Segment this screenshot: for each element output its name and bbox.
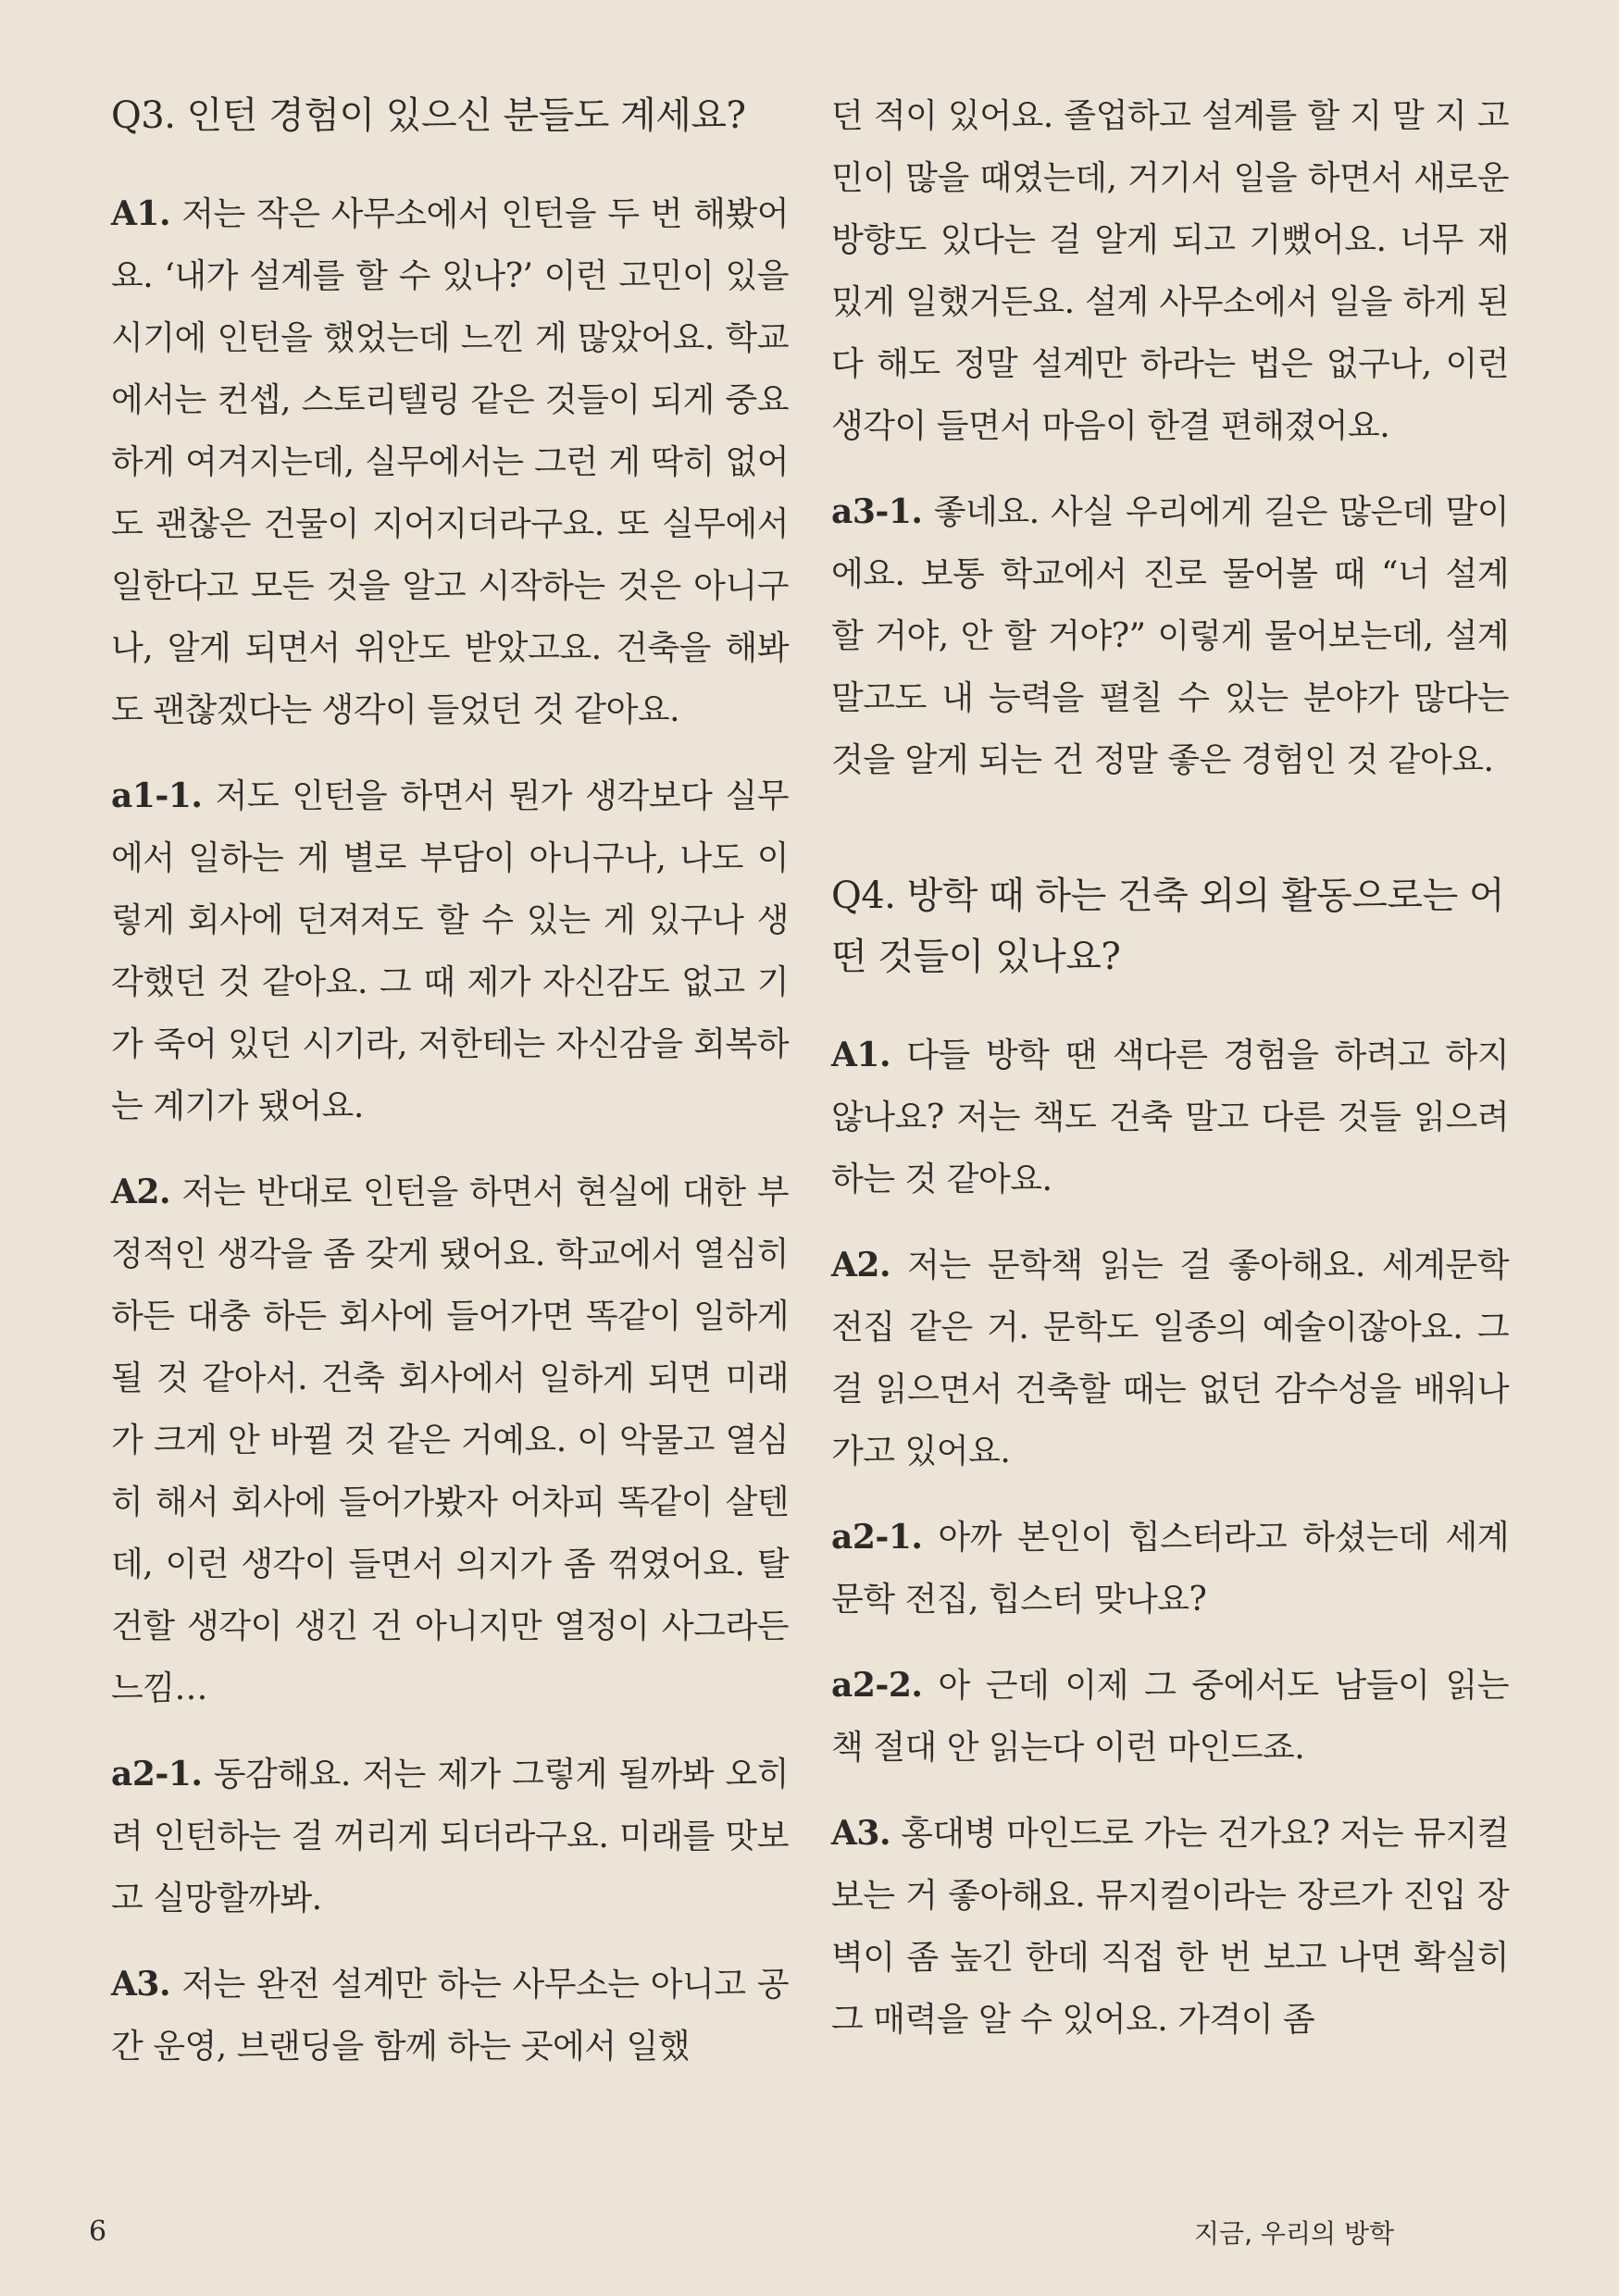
q4-answer-a2: [831, 1235, 1509, 1483]
q4-answer-a2-2: [831, 1655, 1509, 1779]
page-number: 6: [89, 2215, 107, 2248]
right-column: [831, 85, 1509, 2075]
answer-text: 동감해요. 저는 제가 그렇게 될까봐 오히려 인턴하는 걸 꺼리게 되더라구요. 미래를 맛보고 실망할까봐.: [111, 1756, 789, 1917]
answer-text: 홍대병 마인드로 가는 건가요? 저는 뮤지컬 보는 거 좋아해요. 뮤지컬이라는 장르가 진입 장벽이 좀 높긴 한데 직접 한 번 보고 나면 확실히 그 매력을 알 수 있어요. 가격이 좀: [831, 1815, 1509, 2039]
q3-answer-a2-1: [111, 1744, 789, 1930]
answer-text: 저는 완전 설계만 하는 사무소는 아니고 공간 운영, 브랜딩을 함께 하는 곳에서 일했: [111, 1966, 789, 2066]
publication-title: 지금, 우리의 방학: [1194, 2218, 1395, 2249]
speaker-label: A1.: [111, 194, 171, 233]
speaker-label: a2-1.: [831, 1518, 923, 1557]
answer-text: 아까 본인이 힙스터라고 하셨는데 세계문학 전집, 힙스터 맞나요?: [831, 1519, 1509, 1619]
q3-answer-a1: [111, 183, 789, 741]
speaker-label: a2-1.: [111, 1755, 203, 1793]
q3-answer-a3-1: [831, 481, 1509, 791]
speaker-label: A3.: [831, 1814, 891, 1853]
speaker-label: A2.: [111, 1173, 171, 1211]
speaker-label: a3-1.: [831, 492, 923, 531]
answer-text: 저는 작은 사무소에서 인턴을 두 번 해봤어요. ‘내가 설계를 할 수 있나?’ 이런 고민이 있을 시기에 인턴을 했었는데 느낀 게 많았어요. 학교에서는 컨셉, 스토리텔링 같은 것들이 되게 중요하게 여겨지는데, 실무에서는 그런 게 딱히 없어도 괜찮은 건물이 지어지더라구요. 또 실무에서 일한다고 모든 것을 알고 시작하는 것은 아니구나, 알게 되면서 위안도 받았고요. 건축을 해봐도 괜찮겠다는 생각이 들었던 것 같아요.: [111, 195, 789, 729]
speaker-label: A2.: [831, 1246, 891, 1285]
answer-text: 좋네요. 사실 우리에게 길은 많은데 말이에요. 보통 학교에서 진로 물어볼 때 “너 설계 할 거야, 안 할 거야?” 이렇게 물어보는데, 설계 말고도 내 능력을 펼칠 수 있는 분야가 많다는 것을 알게 되는 건 정말 좋은 경험인 것 같아요.: [831, 493, 1509, 779]
speaker-label: A1.: [831, 1036, 891, 1074]
answer-text: 아 근데 이제 그 중에서도 남들이 읽는 책 절대 안 읽는다 이런 마인드죠.: [831, 1667, 1509, 1767]
speaker-label: A3.: [111, 1965, 171, 2004]
speaker-label: a2-2.: [831, 1666, 923, 1705]
q4-answer-a1: [831, 1024, 1509, 1210]
q3-answer-a1-1: [111, 765, 789, 1137]
speaker-label: a1-1.: [111, 776, 203, 815]
q4-answer-a3: [831, 1803, 1509, 2051]
q3-heading: Q3. 인턴 경험이 있으신 분들도 계세요?: [111, 94, 746, 137]
answer-text: 저도 인턴을 하면서 뭔가 생각보다 실무에서 일하는 게 별로 부담이 아니구나, 나도 이렇게 회사에 던져져도 할 수 있는 게 있구나 생각했던 것 같아요. 그 때 제가 자신감도 없고 기가 죽어 있던 시기라, 저한테는 자신감을 회복하는 계기가 됐어요.: [111, 777, 789, 1125]
q3-answer-a3-continuation: 던 적이 있어요. 졸업하고 설계를 할 지 말 지 고민이 많을 때였는데, 거기서 일을 하면서 새로운 방향도 있다는 걸 알게 되고 기뻤어요. 너무 재밌게 일했거든요. 설계 사무소에서 일을 하게 된다 해도 정말 설계만 하라는 법은 없구나, 이런 생각이 들면서 마음이 한결 편해졌어요.: [831, 97, 1509, 445]
q4-answer-a2-1: [831, 1507, 1509, 1631]
left-column: [111, 85, 789, 2102]
answer-text: 저는 반대로 인턴을 하면서 현실에 대한 부정적인 생각을 좀 갖게 됐어요. 학교에서 열심히 하든 대충 하든 회사에 들어가면 똑같이 일하게 될 것 같아서. 건축 회사에서 일하게 되면 미래가 크게 안 바뀔 것 같은 거예요. 이 악물고 열심히 해서 회사에 들어가봤자 어차피 똑같이 살텐데, 이런 생각이 들면서 의지가 좀 꺾였어요. 탈건할 생각이 생긴 건 아니지만 열정이 사그라든 느낌…: [111, 1173, 789, 1707]
q3-answer-a3: [111, 1954, 789, 2078]
answer-text: 저는 문학책 읽는 걸 좋아해요. 세계문학 전집 같은 거. 문학도 일종의 예술이잖아요. 그걸 읽으면서 건축할 때는 없던 감수성을 배워나가고 있어요.: [831, 1247, 1509, 1471]
q4-heading: Q4. 방학 때 하는 건축 외의 활동으로는 어떤 것들이 있나요?: [831, 875, 1505, 978]
q3-answer-a2: [111, 1161, 789, 1719]
answer-text: 다들 방학 땐 색다른 경험을 하려고 하지 않나요? 저는 책도 건축 말고 다른 것들 읽으려 하는 것 같아요.: [831, 1036, 1509, 1198]
